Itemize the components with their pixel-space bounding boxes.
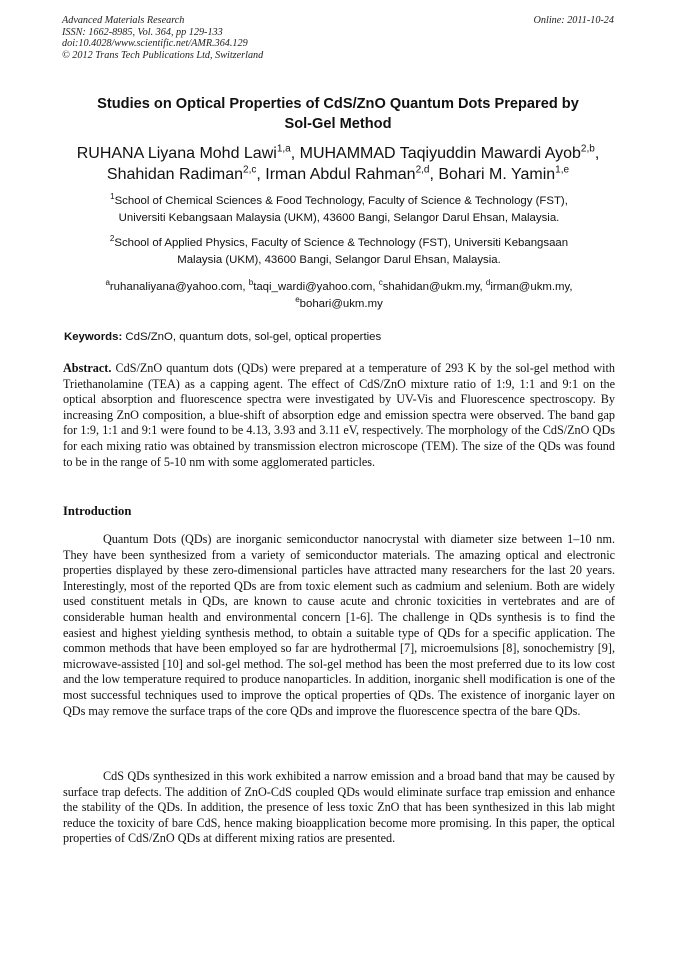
author-name: RUHANA Liyana Mohd Lawi [76, 145, 277, 162]
online-date: Online: 2011-10-24 [533, 15, 614, 26]
author-line-1: RUHANA Liyana Mohd Lawi$^{1,a}$, MUHAMMAD Taqiyuddin Mawardi Ayob$^{2,b}$, [76, 143, 600, 162]
paragraph: CdS QDs synthesized in this work exhibited a narrow emission and a broad band that may be caused by surface trap defects. The addition of ZnO-CdS coupled QDs would eliminate surface trap emission and enhance the stability of the QDs. In addition, the presence of less toxic ZnO that has been synthesized in this lab might reduce the toxicity of bare CdS, hence making bioapplication become more promising. In this paper, the optical properties of CdS/ZnO QDs at different mixing ratios are presented. [63, 769, 615, 846]
email-link: irman@ukm.my, [490, 281, 573, 293]
abstract-label: Abstract. [63, 361, 112, 375]
author-emails: $^a$ruhanaliyana@yahoo.com, $^b$taqi_wardi@yahoo.com, $^c$shahidan@ukm.my, $^d$irman@ukm.my, $^e$bohari@ukm.my [105, 278, 573, 310]
author-affil-mark: 2,d [415, 164, 430, 176]
journal-copyright: © 2012 Trans Tech Publications Ltd, Switzerland [62, 49, 264, 61]
author-affil-mark: 1,e [555, 164, 570, 176]
email-link: taqi_wardi@yahoo.com, [253, 281, 379, 293]
affiliation-1: $^1$School of Chemical Sciences & Food Technology, Faculty of Science & Technology (FST), Universiti Kebangsaan Malaysia (UKM), 43600 Bangi, Selangor Darul Ehsan, Malaysia. [110, 192, 568, 224]
affiliation-mark: 2 [109, 234, 115, 244]
author-affil-mark: 2,c [243, 164, 257, 176]
author-name: Shahidan Radiman [106, 166, 244, 183]
keywords [64, 330, 616, 345]
paper-title [62, 95, 614, 134]
abstract [63, 361, 615, 470]
title-line-1: Studies on Optical Properties of CdS/ZnO Quantum Dots Prepared by [97, 96, 579, 112]
author-name: MUHAMMAD Taqiyuddin Mawardi Ayob [299, 145, 581, 162]
affiliation-mark: 1 [110, 192, 115, 202]
author-affil-mark: 2,b [580, 143, 595, 155]
email-link: bohari@ukm.my [299, 297, 383, 310]
keywords-label: Keywords: [64, 331, 123, 343]
author-line-2: Shahidan Radiman$^{2,c}$, Irman Abdul Rahman$^{2,d}$, Bohari M. Yamin$^{1,e}$ [106, 164, 570, 183]
title-line-2: Sol-Gel Method [284, 115, 392, 132]
journal-header [62, 15, 614, 61]
email-link: shahidan@ukm.my, [382, 281, 486, 293]
journal-name: Advanced Materials Research [62, 15, 185, 26]
affiliation-2: $^2$School of Applied Physics, Faculty of Science & Technology (FST), Universiti Kebangsaan Malaysia (UKM), 43600 Bangi, Selangor Darul Ehsan, Malaysia. [109, 234, 569, 266]
author-list [62, 143, 614, 185]
abstract-text: CdS/ZnO quantum dots (QDs) were prepared at a temperature of 293 K by the sol-gel method with Triethanolamine (TEA) as a capping agent. The effect of CdS/ZnO mixture ratio of 1:9, 1:1 and 9:1 on the optical absorption and fluorescence spectra were investigated by UV-Vis and Fluorescence spectroscopy. By increasing ZnO composition, a blue-shift of absorption edge and emission spectra were observed. The band gap for 1:9, 1:1 and 9:1 were found to be 4.13, 3.93 and 3.11 eV, respectively. The morphology of the CdS/ZnO QDs for each mixing ratio was obtained by transmission electron microscope (TEM). The size of the QDs was found to be in the range of 5-10 nm with some agglomerated particles. [63, 361, 615, 469]
author-affil-mark: 1,a [276, 143, 291, 155]
author-name: Bohari M. Yamin [438, 166, 556, 183]
author-name: Irman Abdul Rahman [265, 166, 416, 183]
paragraph: Quantum Dots (QDs) are inorganic semiconductor nanocrystal with diameter size between 1–10 nm. They have been synthesized from a variety of semiconductor materials. The amazing optical and electronic properties displayed by these zero-dimensional particles have attracted many researchers for the last 20 years. Interestingly, most of the reported QDs are from toxic element such as cadmium and selenium. Both are widely used constituent metals in QDs, are known to cause acute and chronic toxicities in vertebrates and are of considerable human health and environmental concern [1-6]. The challenge in QDs synthesis is to find the easiest and highest yielding synthesis method, to obtain a suitable type of QDs for a specific application. The common methods that have been employed so far are hydrothermal [7], microemulsions [8], sonochemistry [9], microwave-assisted [10] and sol-gel method. The sol-gel method has been the most preferred due to its low cost and the low temperature required to produce nanoparticles. In addition, inorganic shell modification is one of the most successful techniques used to improve the optical properties of QDs. The existence of inorganic layer on QDs may remove the surface traps of the core QDs and improve the fluorescence spectra of the bare QDs. [63, 532, 615, 718]
keywords-text: CdS/ZnO, quantum dots, sol-gel, optical properties [122, 331, 382, 343]
journal-issn: ISSN: 1662-8985, Vol. 364, pp 129-133 [62, 26, 223, 38]
email-link: ruhanaliyana@yahoo.com, [109, 281, 249, 293]
section-heading-introduction: Introduction [63, 504, 132, 518]
journal-doi: doi:10.4028/www.scientific.net/AMR.364.129 [62, 38, 248, 50]
